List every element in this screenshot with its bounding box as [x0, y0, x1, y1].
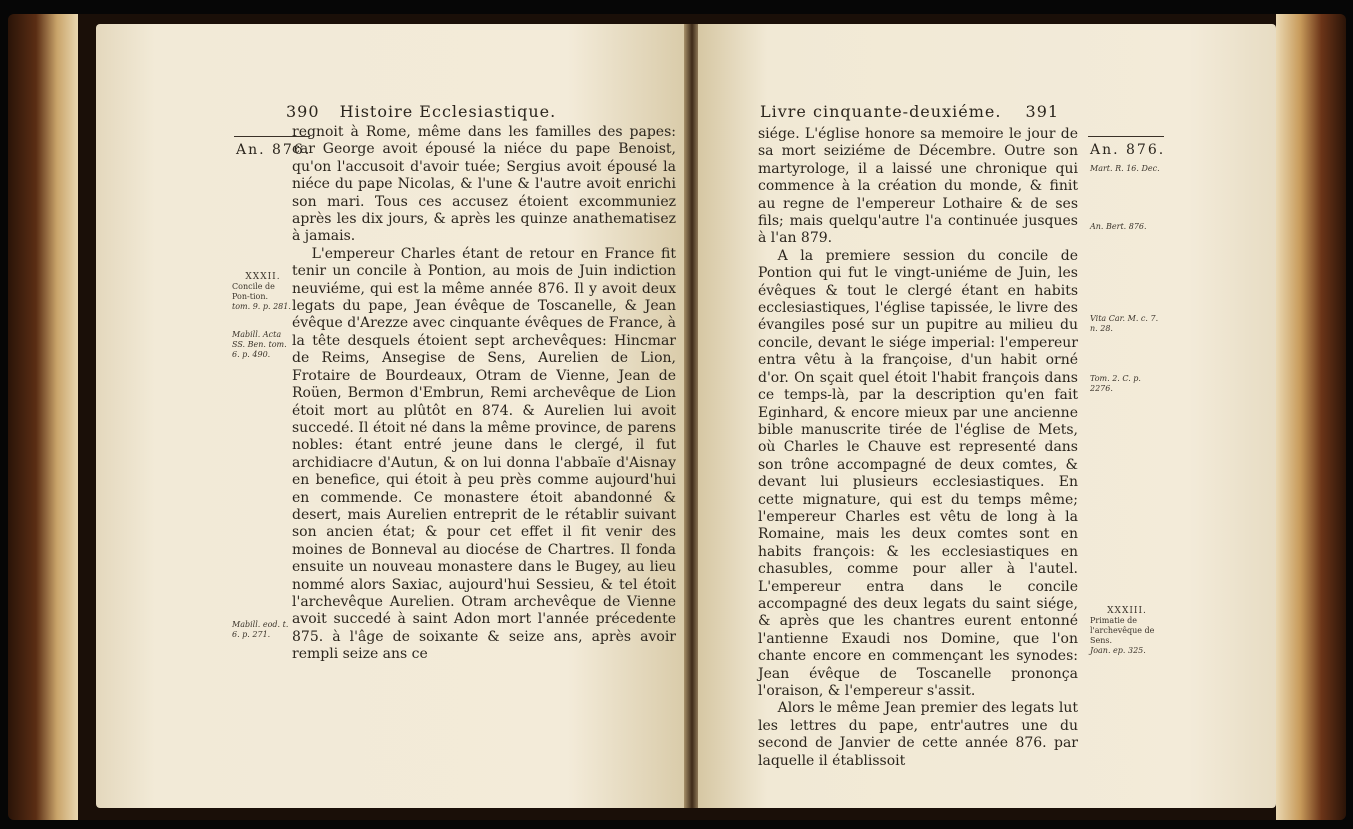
left-page-edges [8, 14, 78, 820]
right-paragraph-2: A la premiere session du concile de Pontion qui fut le vingt-uniéme de Juin, les évêques & tout le clergé étant en habits ecclesiastiques, l'église tapissée, le livre des évangiles posé sur un pupitre au milieu du concile, devant le siége imperial: l'empereur entra vêtu à la françoise, d'un habit orné d'or. On sçait quel étoit l'habit françois dans ce temps-là, par la description qu'en fait Eginhard, & encore mieux par une ancienne bible manuscrite tirée de l'église de Mets, où Charles le Chauve est representé dans son trône accompagné de deux comtes, & devant lui plusieurs ecclesiastiques. En cette mignature, qui est du temps même; l'empereur Charles est vêtu de long à la Romaine, mais les deux comtes sont en habits françois: & les ecclesiastiques en chasubles, comme pour aller à l'autel. L'empereur entra dans le concile accompagné des deux legats du saint siége, & après que les chantres eurent entonné l'antienne Exaudi nos Domine, que l'on chante encore en commençant les synodes: Jean évêque de Toscanelle prononça l'oraison, & l'empereur s'assit. [758, 247, 1078, 699]
right-year-rule [1088, 136, 1164, 137]
left-paragraph-1: regnoit à Rome, même dans les familles des papes: car George avoit épousé la niéce du pape Benoist, qu'on l'accusoit d'avoir tuée; Sergius avoit épousé la niéce du pape Nicolas, & l'une & l'autre avoit enrichi son mari. Tous ces accusez étoient excommuniez après les dix jours, & après les quinze anathematisez à jamais. [292, 124, 676, 245]
right-page [698, 24, 1276, 808]
left-side-note-1-ref: tom. 9. p. 281. [232, 302, 291, 311]
left-side-note-2 [232, 330, 294, 360]
right-side-note-4 [1090, 374, 1164, 394]
left-year-marker: An. 876. [236, 142, 312, 158]
right-side-note-2 [1090, 222, 1164, 232]
right-side-note-1 [1090, 164, 1164, 174]
right-side-note-5-text: Primatie de l'archevêque de Sens. [1090, 616, 1155, 645]
left-page [96, 24, 686, 808]
right-page-number: 391 [1025, 102, 1060, 121]
right-side-note-5-roman: XXXIII. [1107, 606, 1147, 616]
right-body-text [758, 126, 1078, 770]
left-side-note-3 [232, 620, 294, 640]
left-running-head [286, 102, 556, 124]
left-side-note-2-ref: Mabill. Acta SS. Ben. tom. 6. p. 490. [232, 330, 287, 359]
right-side-note-4-ref: Tom. 2. C. p. 2276. [1090, 374, 1141, 393]
left-paragraph-2: L'empereur Charles étant de retour en France fit tenir un concile à Pontion, au mois de Juin indiction neuviéme, qui est la même année 876. Il y avoit deux legats du pape, Jean évêque de Toscanelle, & Jean évêque d'Arezze avec cinquante évêques de France, à la tête desquels étoient sept archevêques: Hincmar de Reims, Ansegise de Sens, Aurelien de Lion, Frotaire de Bourdeaux, Otram de Vienne, Jean de Roüen, Bermon d'Embrun, Remi archevêque de Lion étoit mort au plûtôt en 874. & Aurelien lui avoit succedé. Il étoit né dans la même province, de parens nobles: étant entré jeune dans le clergé, il fut archidiacre d'Autun, & on lui donna l'abbaïe d'Aisnay en benefice, qui étoit à peu près comme aujourd'hui en commende. Ce monastere étoit abandonné & desert, mais Aurelien entreprit de le rétablir suivant son ancien état; & pour cet effet il fit venir des moines de Bonneval au diocése de Chartres. Il fonda ensuite un nouveau monastere dans le Bugey, au lieu nommé alors Saxiac, aujourd'hui Sessieu, & tel étoit l'archevêque Aurelien. Otram archevêque de Vienne avoit succedé à saint Adon mort l'année précedente 875. à l'âge de soixante & seize ans, après avoir rempli seize ans ce [292, 245, 676, 663]
left-body-text [292, 124, 676, 664]
right-side-note-1-ref: Mart. R. 16. Dec. [1090, 164, 1160, 173]
left-side-note-3-ref: Mabill. eod. t. 6. p. 271. [232, 620, 289, 639]
right-running-head [760, 102, 1059, 124]
left-side-note-1-roman: XXXII. [245, 272, 281, 282]
left-running-title: Histoire Ecclesiastique. [339, 102, 557, 121]
right-side-note-3 [1090, 314, 1164, 334]
right-page-edges [1276, 14, 1346, 820]
left-page-number: 390 [286, 102, 320, 121]
right-paragraph-3: Alors le même Jean premier des legats lut les lettres du pape, entr'autres une du second de Janvier de cette année 876. par laquelle il établissoit [758, 700, 1078, 769]
right-paragraph-1: siége. L'église honore sa memoire le jour de sa mort seiziéme de Décembre. Outre son martyrologe, il a laissé une chronique qui commence à la création du monde, & finit au regne de l'empereur Lothaire & de ses fils; mais quelqu'autre l'a continuée jusques à l'an 879. [758, 126, 1078, 247]
right-side-note-3-ref: Vita Car. M. c. 7. n. 28. [1090, 314, 1159, 333]
right-side-note-5-ref: Joan. ep. 325. [1090, 646, 1146, 655]
left-side-note-1-text: Concile de Pon-tion. [232, 282, 275, 301]
open-book [8, 14, 1346, 820]
right-side-note-5 [1090, 606, 1164, 656]
right-running-title: Livre cinquante-deuxiéme. [760, 102, 1002, 121]
right-year-marker: An. 876. [1090, 142, 1166, 158]
left-side-note-1 [232, 272, 294, 312]
right-side-note-2-ref: An. Bert. 876. [1090, 222, 1147, 231]
